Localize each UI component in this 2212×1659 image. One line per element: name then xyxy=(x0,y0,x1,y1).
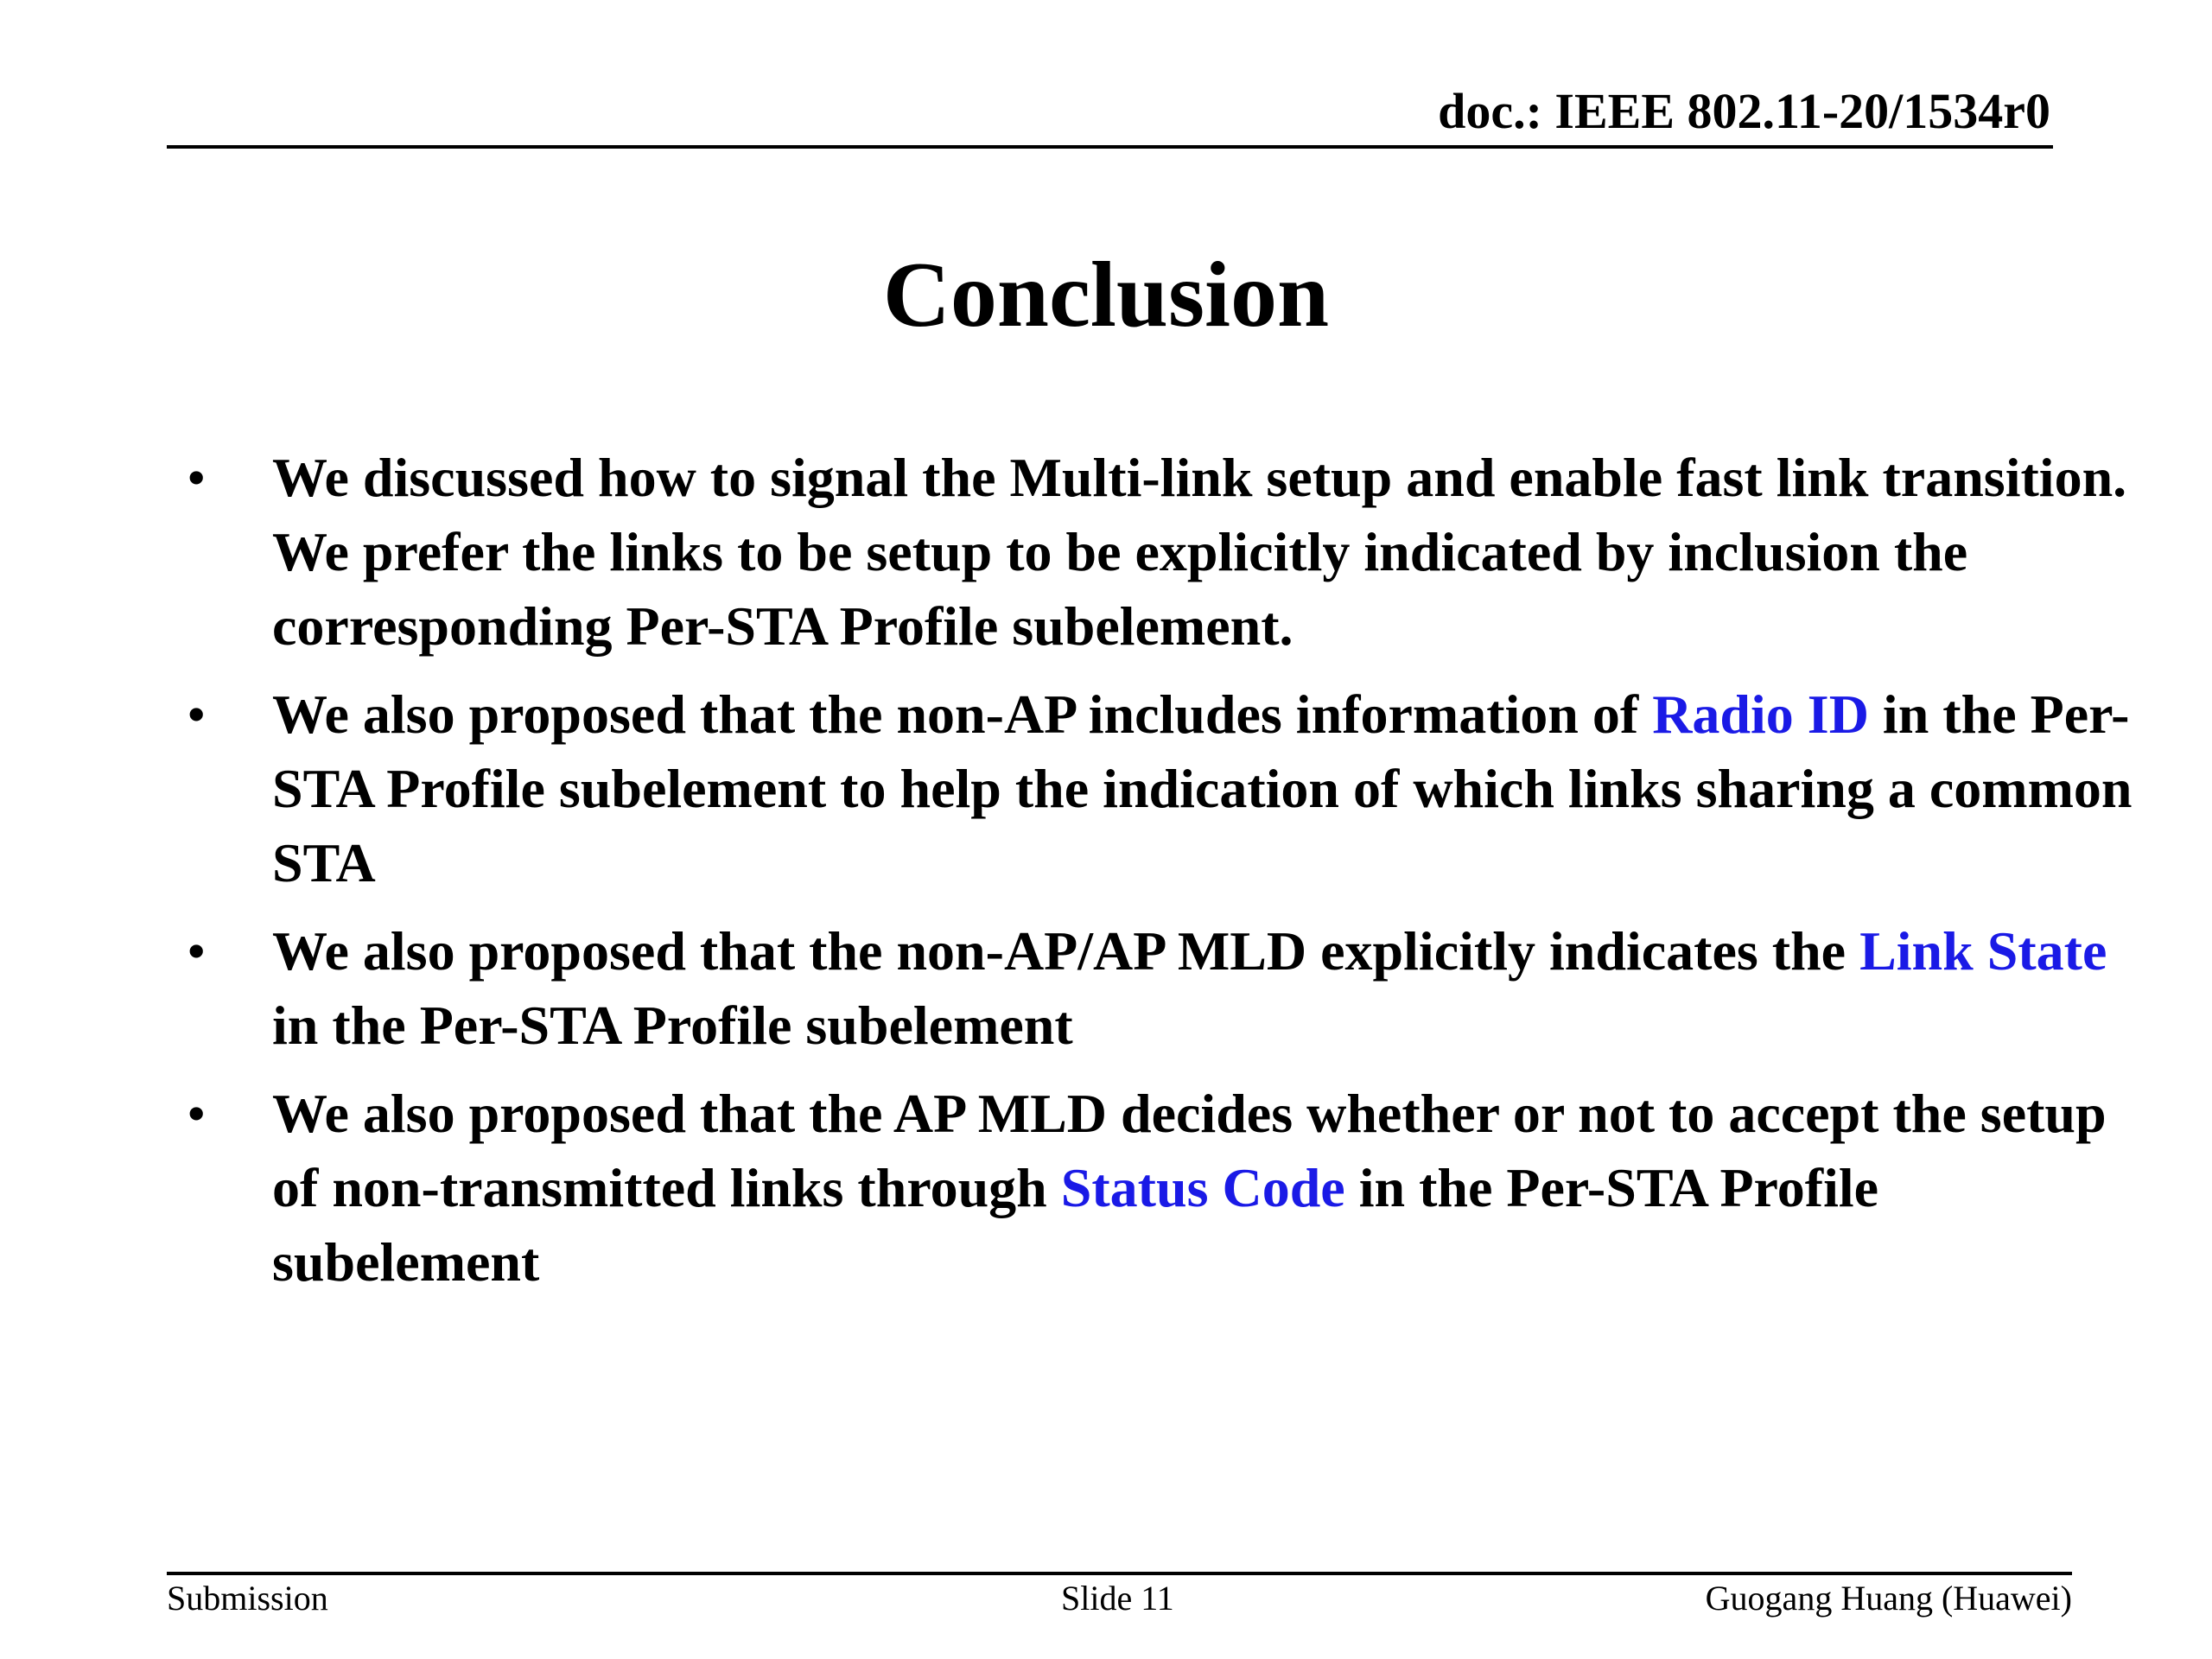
bullet-item-4 xyxy=(0,1077,2156,1300)
bullet-marker: • xyxy=(187,920,207,982)
footer-submission: Submission xyxy=(167,1579,328,1618)
bullet-list xyxy=(0,441,2212,1313)
bullet-3-text-a: We also proposed that the non-AP/AP MLD explicitly indicates the xyxy=(272,920,1860,982)
link-state-highlight: Link State xyxy=(1859,920,2107,982)
bullet-2-text-b: in the Per-STA Profile subelement to help the indication of which links sharing a common STA xyxy=(272,683,2133,893)
doc-id-header: doc.: IEEE 802.11-20/1534r0 xyxy=(1438,83,2050,139)
footer-rule xyxy=(167,1572,2072,1575)
bullet-marker: • xyxy=(187,1083,207,1144)
footer-author: Guogang Huang (Huawei) xyxy=(1705,1579,2072,1618)
slide-title: Conclusion xyxy=(882,244,1330,346)
bullet-4-text-a: We also proposed that the AP MLD decides whether or not to accept the setup of non-transmitted links through xyxy=(272,1083,2107,1218)
bullet-2-text-a: We also proposed that the non-AP includes information of xyxy=(272,683,1653,745)
bullet-marker: • xyxy=(187,683,207,745)
header-rule xyxy=(167,145,2053,149)
bullet-4-text-b: in the Per-STA Profile subelement xyxy=(272,1157,1879,1293)
status-code-highlight: Status Code xyxy=(1060,1157,1345,1218)
bullet-item-3 xyxy=(0,914,2156,1063)
footer-slide-number: Slide 11 xyxy=(1061,1579,1174,1618)
bullet-item-2 xyxy=(0,677,2156,900)
bullet-3-text-b: in the Per-STA Profile subelement xyxy=(272,995,1073,1056)
bullet-marker: • xyxy=(187,447,207,508)
bullet-1-text: We discussed how to signal the Multi-link setup and enable fast link transition. We prefer the links to be setup to be explicitly indicated by inclusion the corresponding Per-STA Profile subelement. xyxy=(272,447,2127,657)
bullet-item-1 xyxy=(0,441,2156,664)
radio-id-highlight: Radio ID xyxy=(1652,683,1869,745)
